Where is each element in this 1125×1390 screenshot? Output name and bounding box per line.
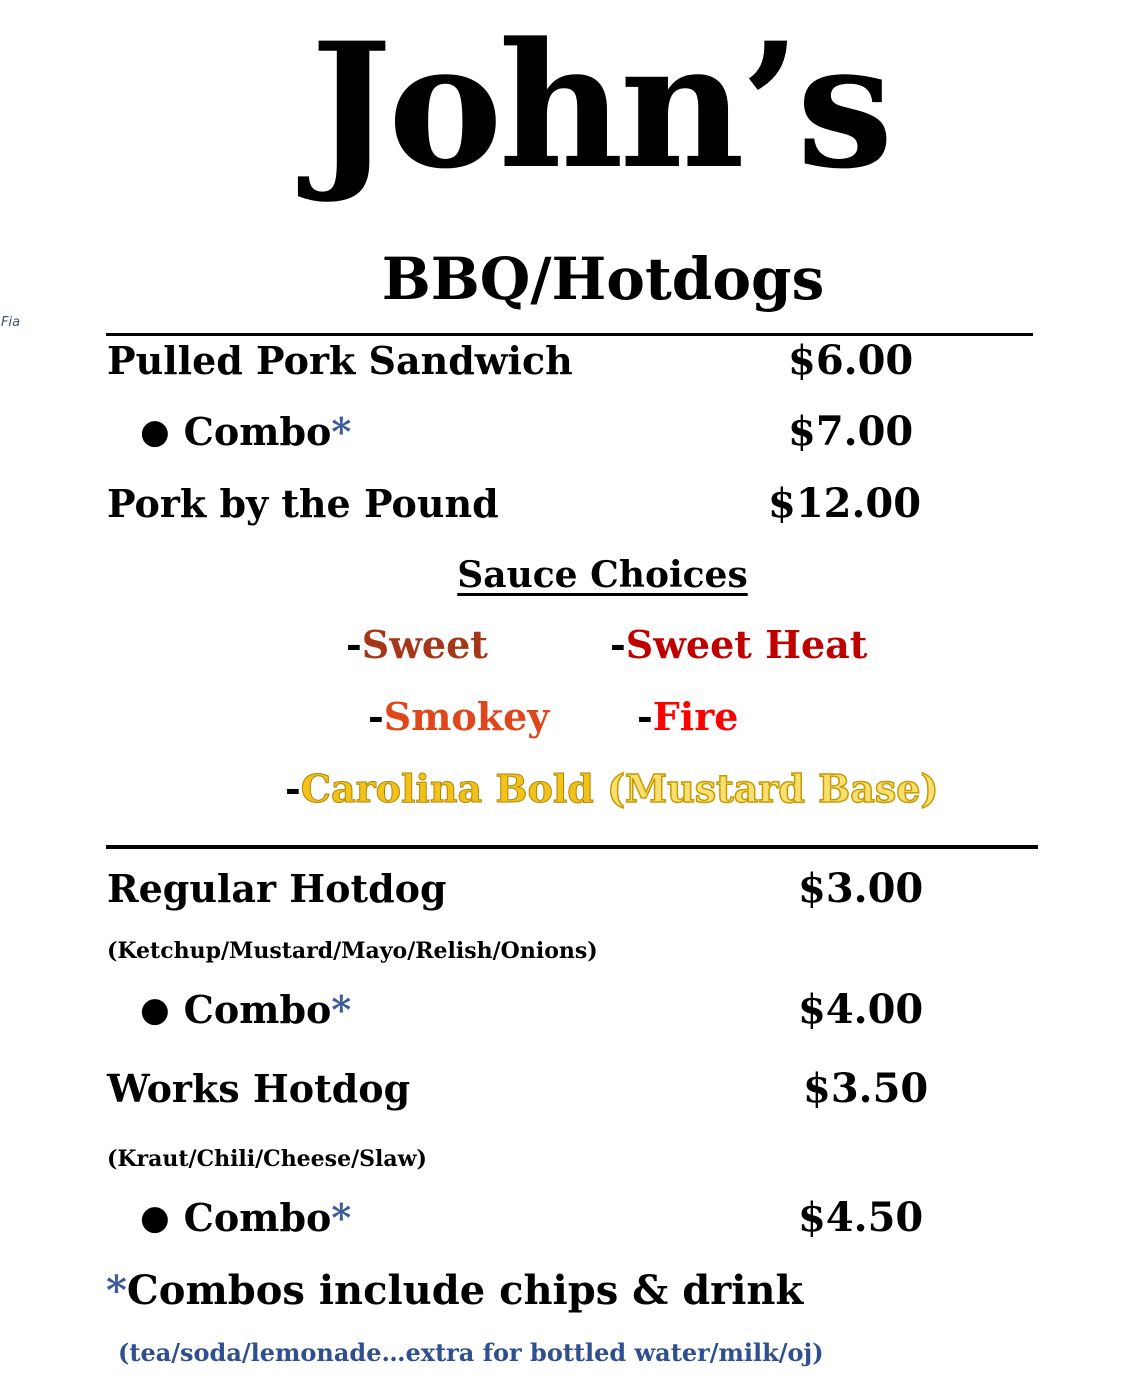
combo-footer [106,1267,803,1315]
works-hotdog-toppings: (Kraut/Chili/Cheese/Slaw) [107,1146,427,1172]
combo-label: Combo [183,987,332,1032]
pork-pound-label: Pork by the Pound [107,481,499,526]
regular-hotdog-toppings: (Ketchup/Mustard/Mayo/Relish/Onions) [107,938,598,964]
sauce-dash: - [637,694,653,739]
middle-divider [106,845,1038,849]
pork-pound-price: $12.00 [768,480,922,527]
combo-asterisk: * [331,1195,352,1240]
regular-hotdog-combo-row [140,987,351,1033]
combo-asterisk: * [331,987,352,1032]
works-hotdog-combo-price: $4.50 [798,1194,924,1241]
regular-hotdog-price: $3.00 [798,865,924,912]
pulled-pork-label: Pulled Pork Sandwich [107,338,573,383]
combo-label: Combo [183,409,332,454]
sauce-sweet-heat-label: Sweet Heat [625,622,868,667]
sauce-dash: - [368,694,384,739]
sauce-carolina-note: (Mustard Base) [607,766,939,811]
cut-off-margin-text: Fia [1,315,21,330]
restaurant-name: John’s [310,4,890,207]
regular-hotdog-combo-price: $4.00 [798,986,924,1033]
bullet-icon: ● [140,1198,170,1238]
bullet-icon: ● [140,990,170,1030]
works-hotdog-label: Works Hotdog [107,1066,411,1111]
combos-include-text: Combos include chips & drink [126,1267,804,1314]
sauce-sweet [346,622,488,668]
drinks-note: (tea/soda/lemonade…extra for bottled water/milk/oj) [118,1338,824,1367]
bullet-icon: ● [140,412,170,452]
combo-label: Combo [183,1195,332,1240]
pulled-pork-combo-row [140,409,351,455]
sauce-fire-label: Fire [652,694,739,739]
sauce-dash: - [285,766,301,811]
sauce-fire [637,694,738,740]
sauce-carolina [285,766,938,812]
top-divider [106,333,1033,336]
regular-hotdog-label: Regular Hotdog [107,866,447,911]
sauce-sweet-label: Sweet [361,622,488,667]
sauce-choices-heading: Sauce Choices [457,554,748,596]
sauce-sweet-heat [610,622,867,668]
sauce-smokey-label: Smokey [383,694,550,739]
sauce-carolina-label: Carolina Bold [300,766,594,811]
footer-asterisk: * [106,1267,127,1314]
pulled-pork-price: $6.00 [788,337,914,384]
pulled-pork-combo-price: $7.00 [788,408,914,455]
works-hotdog-price: $3.50 [803,1065,929,1112]
combo-asterisk: * [331,409,352,454]
works-hotdog-combo-row [140,1195,351,1241]
sauce-dash: - [610,622,626,667]
menu-subtitle: BBQ/Hotdogs [381,245,825,313]
sauce-dash: - [346,622,362,667]
sauce-smokey [368,694,549,740]
